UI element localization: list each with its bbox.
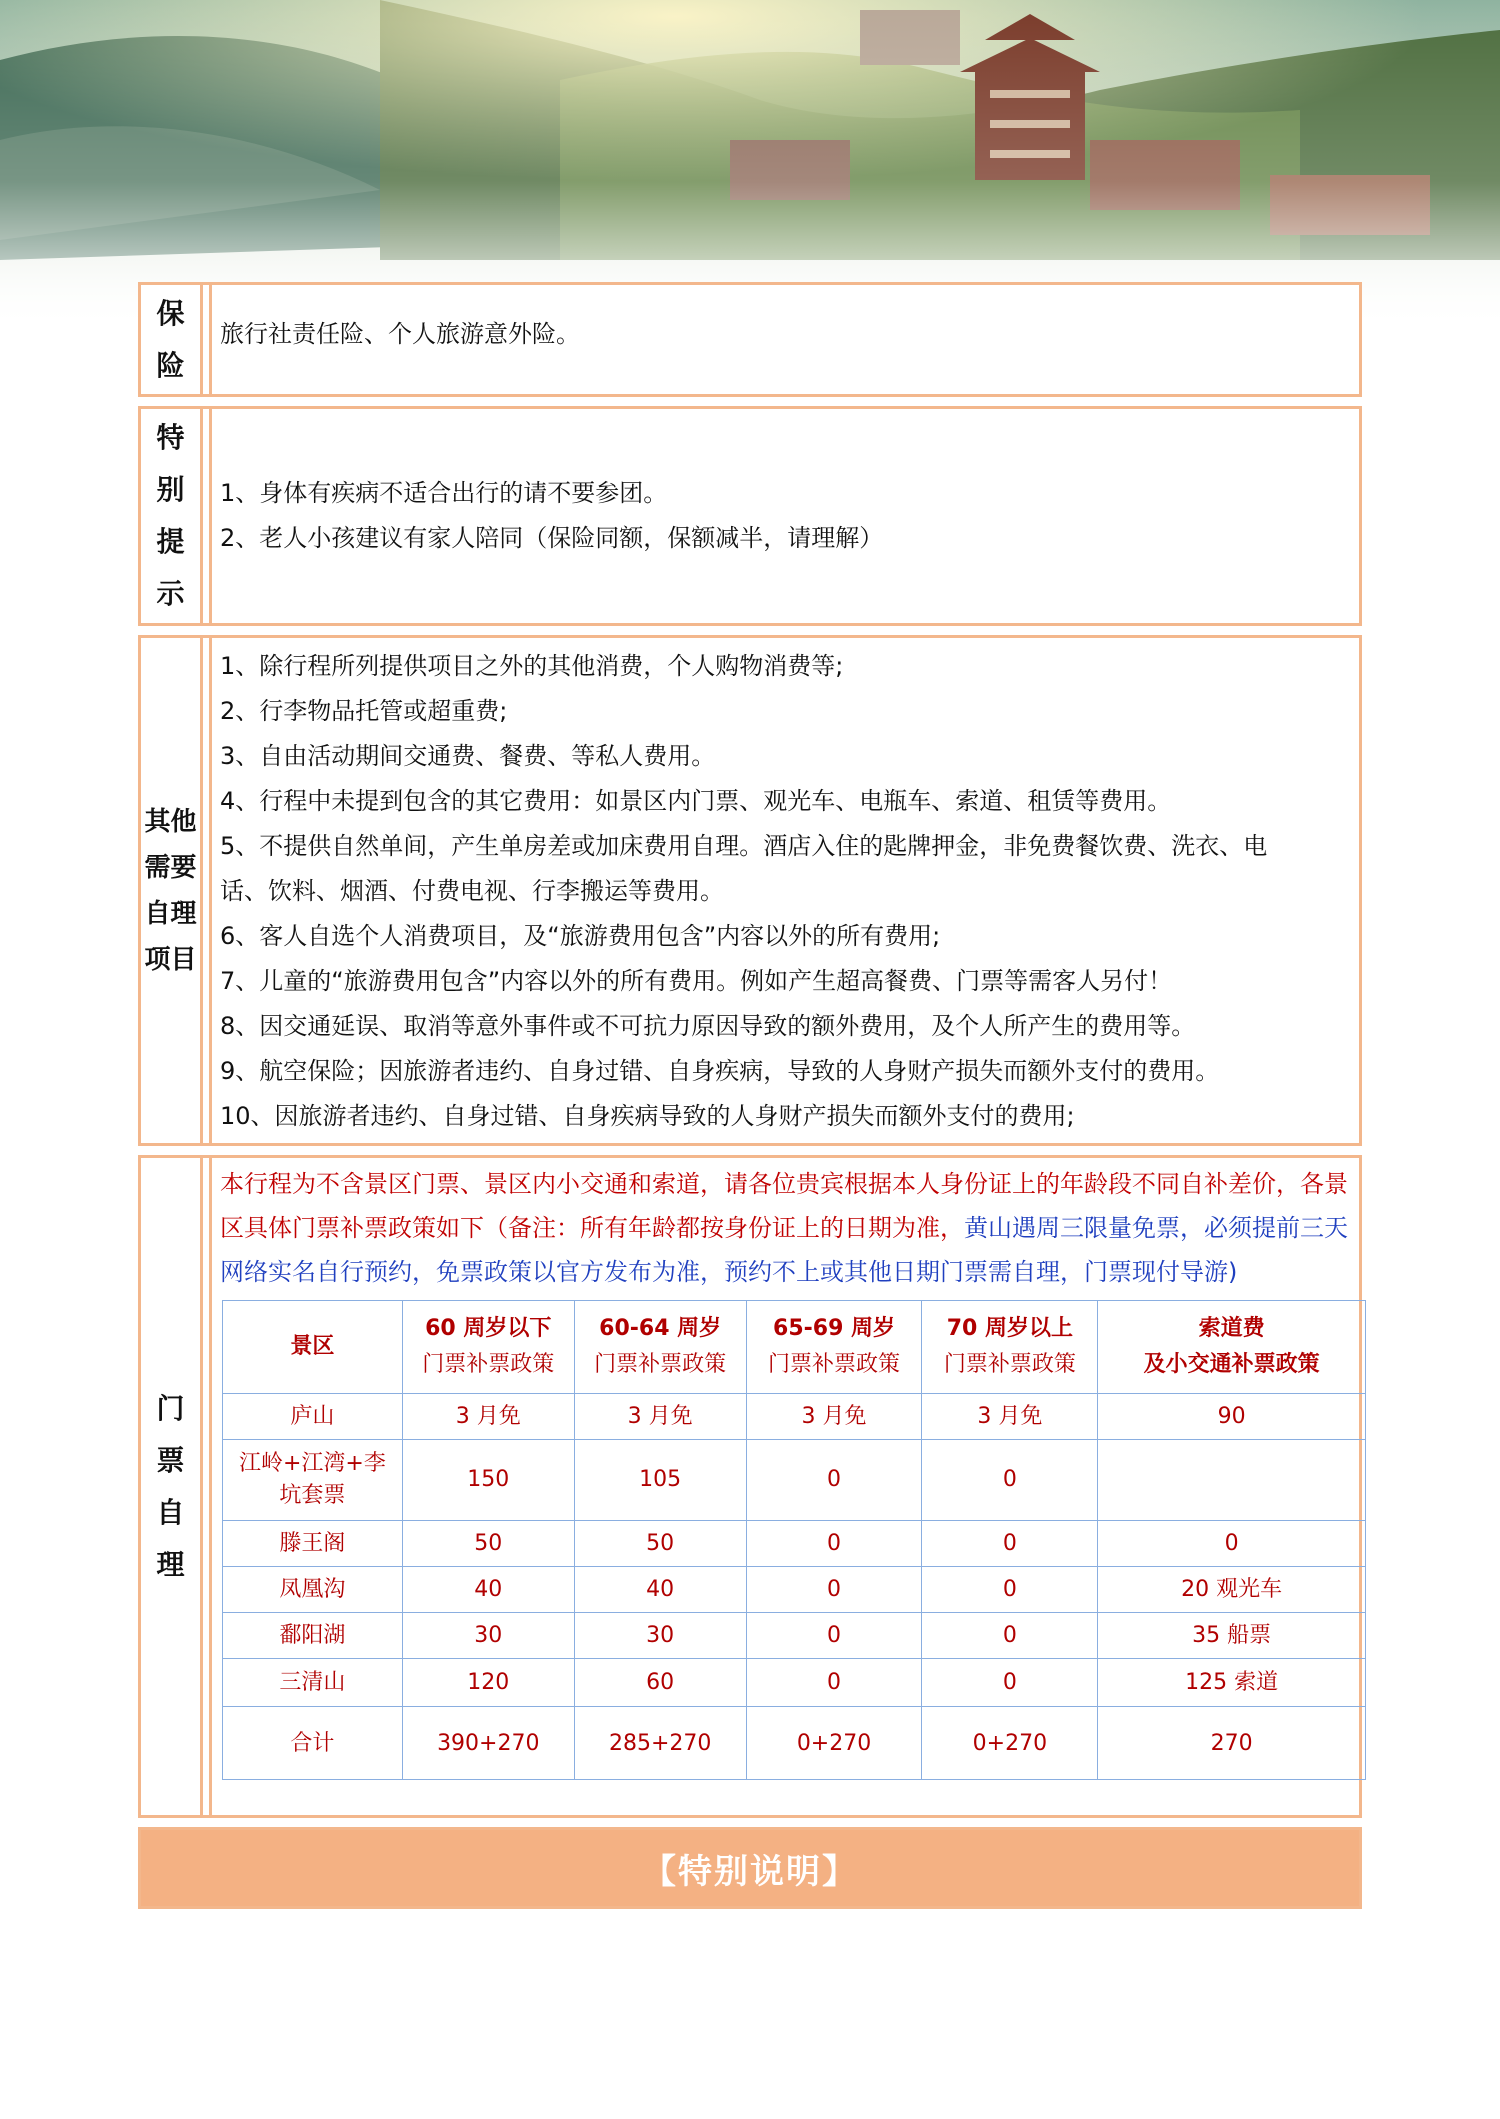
list-item: 6、客人自选个人消费项目，及“旅游费用包含”内容以外的所有费用; <box>220 922 941 950</box>
ticket-notice <box>220 1162 1366 1294</box>
ticket-content <box>209 1158 1366 1815</box>
ticket-policy-table <box>222 1300 1366 1780</box>
insurance-content <box>209 285 1359 394</box>
itinerary-sheet <box>138 282 1362 1909</box>
list-item: 2、老人小孩建议有家人陪同（保险同额，保额减半，请理解） <box>220 524 884 552</box>
list-item: 1、身体有疾病不适合出行的请不要参团。 <box>220 479 668 507</box>
table-header-cell: 景区 <box>223 1301 403 1394</box>
extra-expenses-label: 其他 需要 自理 项目 <box>141 638 203 1143</box>
list-item: 7、儿童的“旅游费用包含”内容以外的所有费用。例如产生超高餐费、门票等需客人另付！ <box>220 967 1173 995</box>
list-item: 5、不提供自然单间，产生单房差或加床费用自理。酒店入住的匙牌押金，非免费餐饮费、洗衣、电 <box>220 832 1268 860</box>
special-tips-content <box>209 409 1359 623</box>
special-tips-row <box>138 406 1362 626</box>
extra-expenses-row <box>138 635 1362 1146</box>
insurance-row <box>138 282 1362 397</box>
table-row: 三清山 120 60 0 0 125 索道 <box>223 1659 1366 1707</box>
table-header-cell: 65-69 周岁 门票补票政策 <box>746 1301 922 1394</box>
table-row: 凤凰沟 40 40 0 0 20 观光车 <box>223 1567 1366 1613</box>
table-row: 庐山 3 月免 3 月免 3 月免 3 月免 90 <box>223 1394 1366 1440</box>
ticket-notice-red: 本行程为不含景区门票、景区内小交通和索道，请各位贵宾根据本人身份证上的年龄段不同自补差价，各景区具体门票补票政策如下（备注：所有年龄都按身份证上的日期为准， <box>220 1170 1348 1242</box>
table-row: 江岭+江湾+李坑套票 150 105 0 0 <box>223 1440 1366 1521</box>
table-header-cell: 索道费 及小交通补票政策 <box>1098 1301 1366 1394</box>
ticket-label: 门 票 自 理 <box>141 1158 203 1815</box>
special-tips-label: 特 别 提 示 <box>141 409 203 623</box>
table-header-row <box>223 1301 1366 1394</box>
list-item: 1、除行程所列提供项目之外的其他消费，个人购物消费等; <box>220 652 844 680</box>
list-item: 2、行李物品托管或超重费; <box>220 697 508 725</box>
table-row: 鄱阳湖 30 30 0 0 35 船票 <box>223 1613 1366 1659</box>
special-notes-title: 【特别说明】 <box>642 1851 858 1892</box>
table-row: 滕王阁 50 50 0 0 0 <box>223 1521 1366 1567</box>
list-item: 8、因交通延误、取消等意外事件或不可抗力原因导致的额外费用，及个人所产生的费用等。 <box>220 1012 1196 1040</box>
list-item: 3、自由活动期间交通费、餐费、等私人费用。 <box>220 742 716 770</box>
insurance-label: 保 险 <box>141 285 203 394</box>
table-header-cell: 60-64 周岁 门票补票政策 <box>574 1301 746 1394</box>
hero-landscape-image <box>0 0 1500 330</box>
table-header-cell: 70 周岁以上 门票补票政策 <box>922 1301 1098 1394</box>
ticket-notice-blue: 黄山遇周三限量免票，必须提前三天网络实名自行预约，免票政策以官方发布为准，预约不上或其他日期门票需自理，门票现付导游) <box>220 1214 1348 1286</box>
insurance-text: 旅行社责任险、个人旅游意外险。 <box>220 320 580 348</box>
table-header-cell: 60 周岁以下 门票补票政策 <box>402 1301 574 1394</box>
special-notes-banner <box>138 1827 1362 1909</box>
extra-expenses-content <box>209 638 1359 1143</box>
table-total-row: 合计 390+270 285+270 0+270 0+270 270 <box>223 1707 1366 1780</box>
list-item: 4、行程中未提到包含的其它费用：如景区内门票、观光车、电瓶车、索道、租赁等费用。 <box>220 787 1172 815</box>
list-item: 话、饮料、烟酒、付费电视、行李搬运等费用。 <box>220 877 724 905</box>
list-item: 9、航空保险；因旅游者违约、自身过错、自身疾病，导致的人身财产损失而额外支付的费用。 <box>220 1057 1220 1085</box>
list-item: 10、因旅游者违约、自身过错、自身疾病导致的人身财产损失而额外支付的费用; <box>220 1102 1075 1130</box>
ticket-row <box>138 1155 1362 1818</box>
